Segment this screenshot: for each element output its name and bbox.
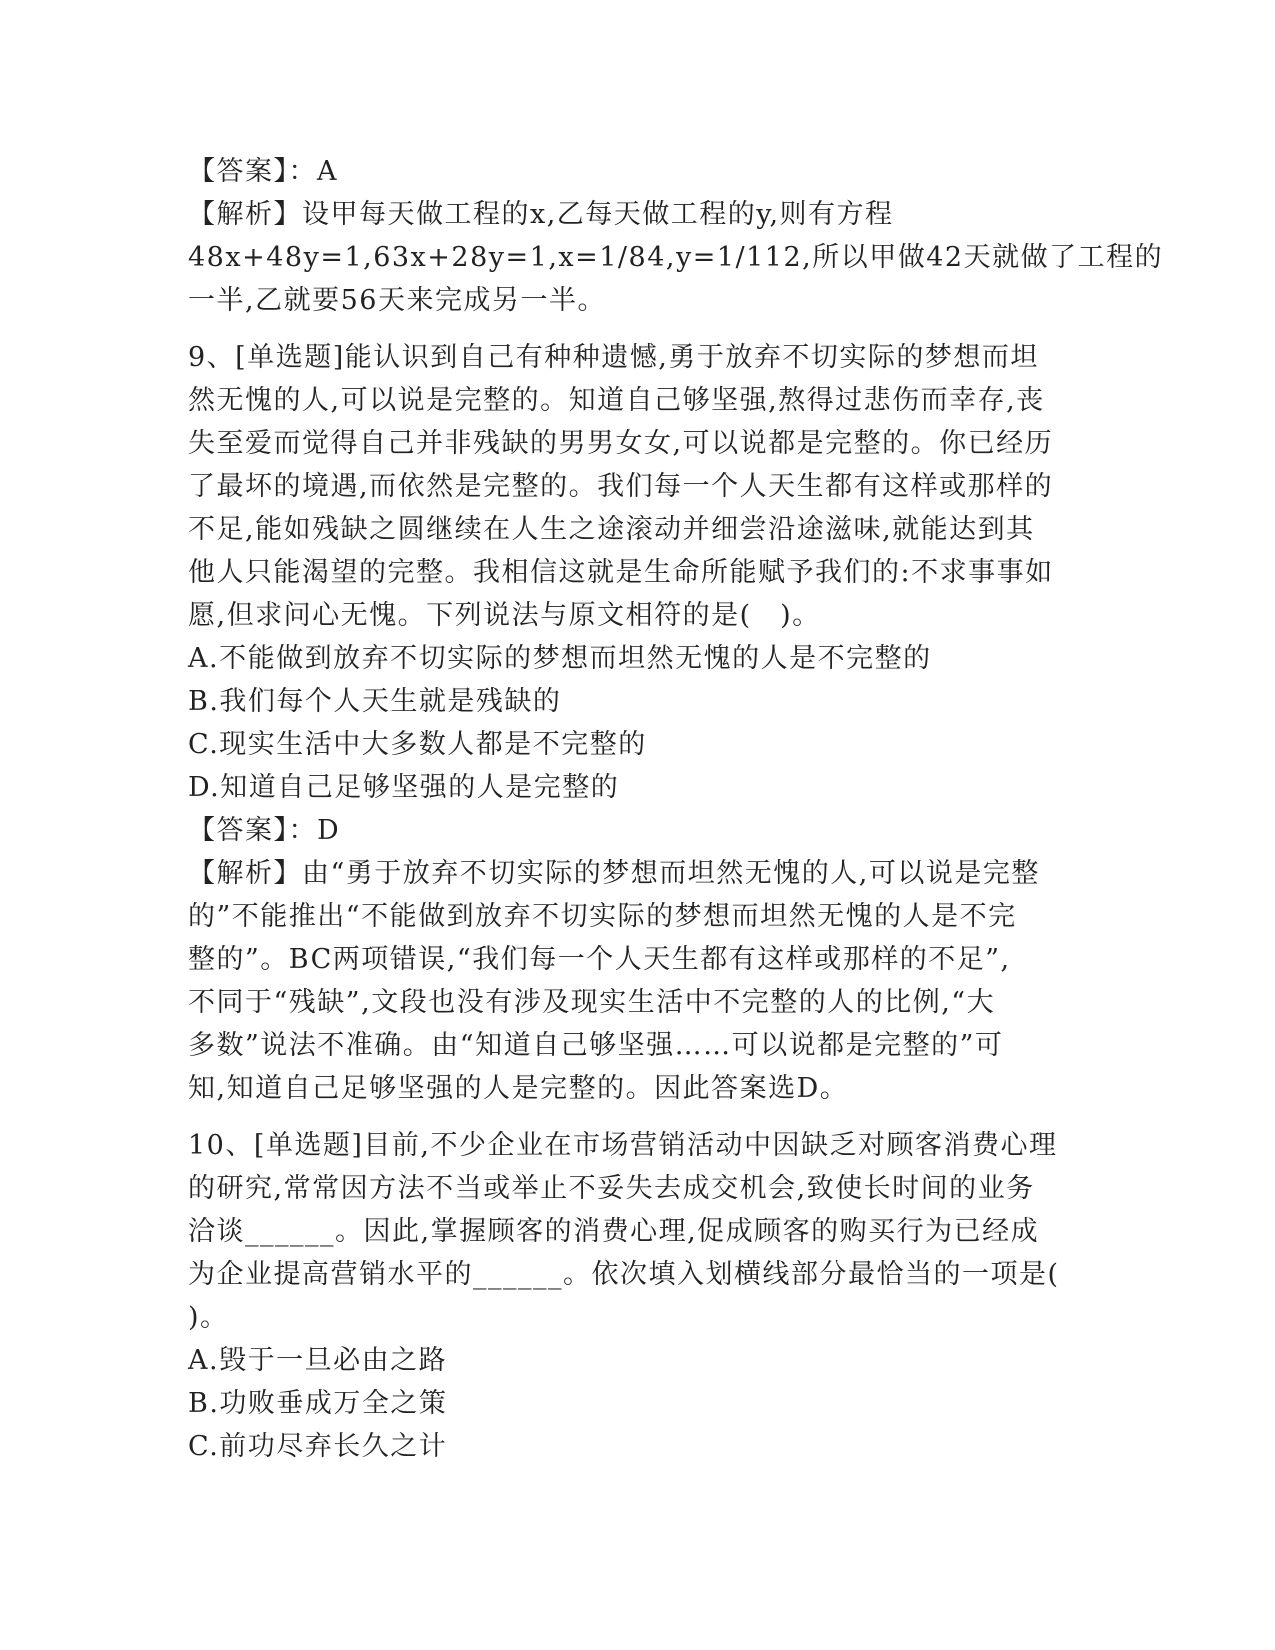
question-text-line: 不足,能如残缺之圆继续在人生之途滚动并细尝沿途滋味,就能达到其 xyxy=(188,514,1035,545)
paragraph-gap xyxy=(188,1110,1088,1124)
question-10-block xyxy=(188,1124,1088,1468)
option-b: B.我们每个人天生就是残缺的 xyxy=(188,686,562,717)
question-text-line: 10、[单选题]目前,不少企业在市场营销活动中因缺乏对顾客消费心理 xyxy=(188,1130,1058,1161)
question-text-line: 失至爱而觉得自己并非残缺的男男女女,可以说都是完整的。你已经历 xyxy=(188,428,1054,459)
explanation-line: 知,知道自己足够坚强的人是完整的。因此答案选D。 xyxy=(188,1073,849,1104)
option-a: A.毁于一旦必由之路 xyxy=(188,1345,448,1376)
question-text-line: 的研究,常常因方法不当或举止不妥失去成交机会,致使长时间的业务 xyxy=(188,1173,1035,1204)
option-c: C.前功尽弃长久之计 xyxy=(188,1431,448,1462)
question-text-line: 愿,但求问心无愧。下列说法与原文相符的是( )。 xyxy=(188,600,821,631)
answer-label-line: 【答案】：D xyxy=(188,815,341,846)
question-text-line: 他人只能渴望的完整。我相信这就是生命所能赋予我们的:不求事事如 xyxy=(188,557,1054,588)
question-text-line: )。 xyxy=(188,1302,229,1333)
answer-label-line: 【答案】：A xyxy=(188,156,338,187)
explanation-line: 【解析】由“勇于放弃不切实际的梦想而坦然无愧的人,可以说是完整 xyxy=(188,858,1040,889)
explanation-line: 不同于“残缺”,文段也没有涉及现实生活中不完整的人的比例,“大 xyxy=(188,987,996,1018)
explanation-line: 整的”。BC两项错误,“我们每一个人天生都有这样或那样的不足”, xyxy=(188,944,1011,975)
explanation-line: 【解析】设甲每天做工程的x,乙每天做工程的y,则有方程 xyxy=(188,199,894,230)
question-8-answer-block xyxy=(188,150,1164,322)
explanation-line: 的”不能推出“不能做到放弃不切实际的梦想而坦然无愧的人是不完 xyxy=(188,901,1017,932)
question-text-line: 了最坏的境遇,而依然是完整的。我们每一个人天生都有这样或那样的 xyxy=(188,471,1054,502)
explanation-line: 48x+48y=1,63x+28y=1,x=1/84,y=1/112,所以甲做42天就做了工程的 xyxy=(188,242,1164,273)
option-d: D.知道自己足够坚强的人是完整的 xyxy=(188,772,620,803)
option-c: C.现实生活中大多数人都是不完整的 xyxy=(188,729,647,760)
option-b: B.功败垂成万全之策 xyxy=(188,1388,448,1419)
option-a: A.不能做到放弃不切实际的梦想而坦然无愧的人是不完整的 xyxy=(188,643,932,674)
question-text-line: 然无愧的人,可以说是完整的。知道自己够坚强,熬得过悲伤而幸存,丧 xyxy=(188,385,1045,416)
question-text-line: 为企业提高营销水平的______。依次填入划横线部分最恰当的一项是( xyxy=(188,1259,1060,1290)
question-text-line: 9、[单选题]能认识到自己有种种遗憾,勇于放弃不切实际的梦想而坦 xyxy=(188,342,1039,373)
question-9-block xyxy=(188,336,1088,1110)
paragraph-gap xyxy=(188,322,1088,336)
explanation-line: 多数”说法不准确。由“知道自己够坚强……可以说都是完整的”可 xyxy=(188,1030,1004,1061)
question-text-line: 洽谈______。因此,掌握顾客的消费心理,促成顾客的购买行为已经成 xyxy=(188,1216,1040,1247)
document-content xyxy=(188,150,1164,1468)
explanation-line: 一半,乙就要56天来完成另一半。 xyxy=(188,285,606,316)
